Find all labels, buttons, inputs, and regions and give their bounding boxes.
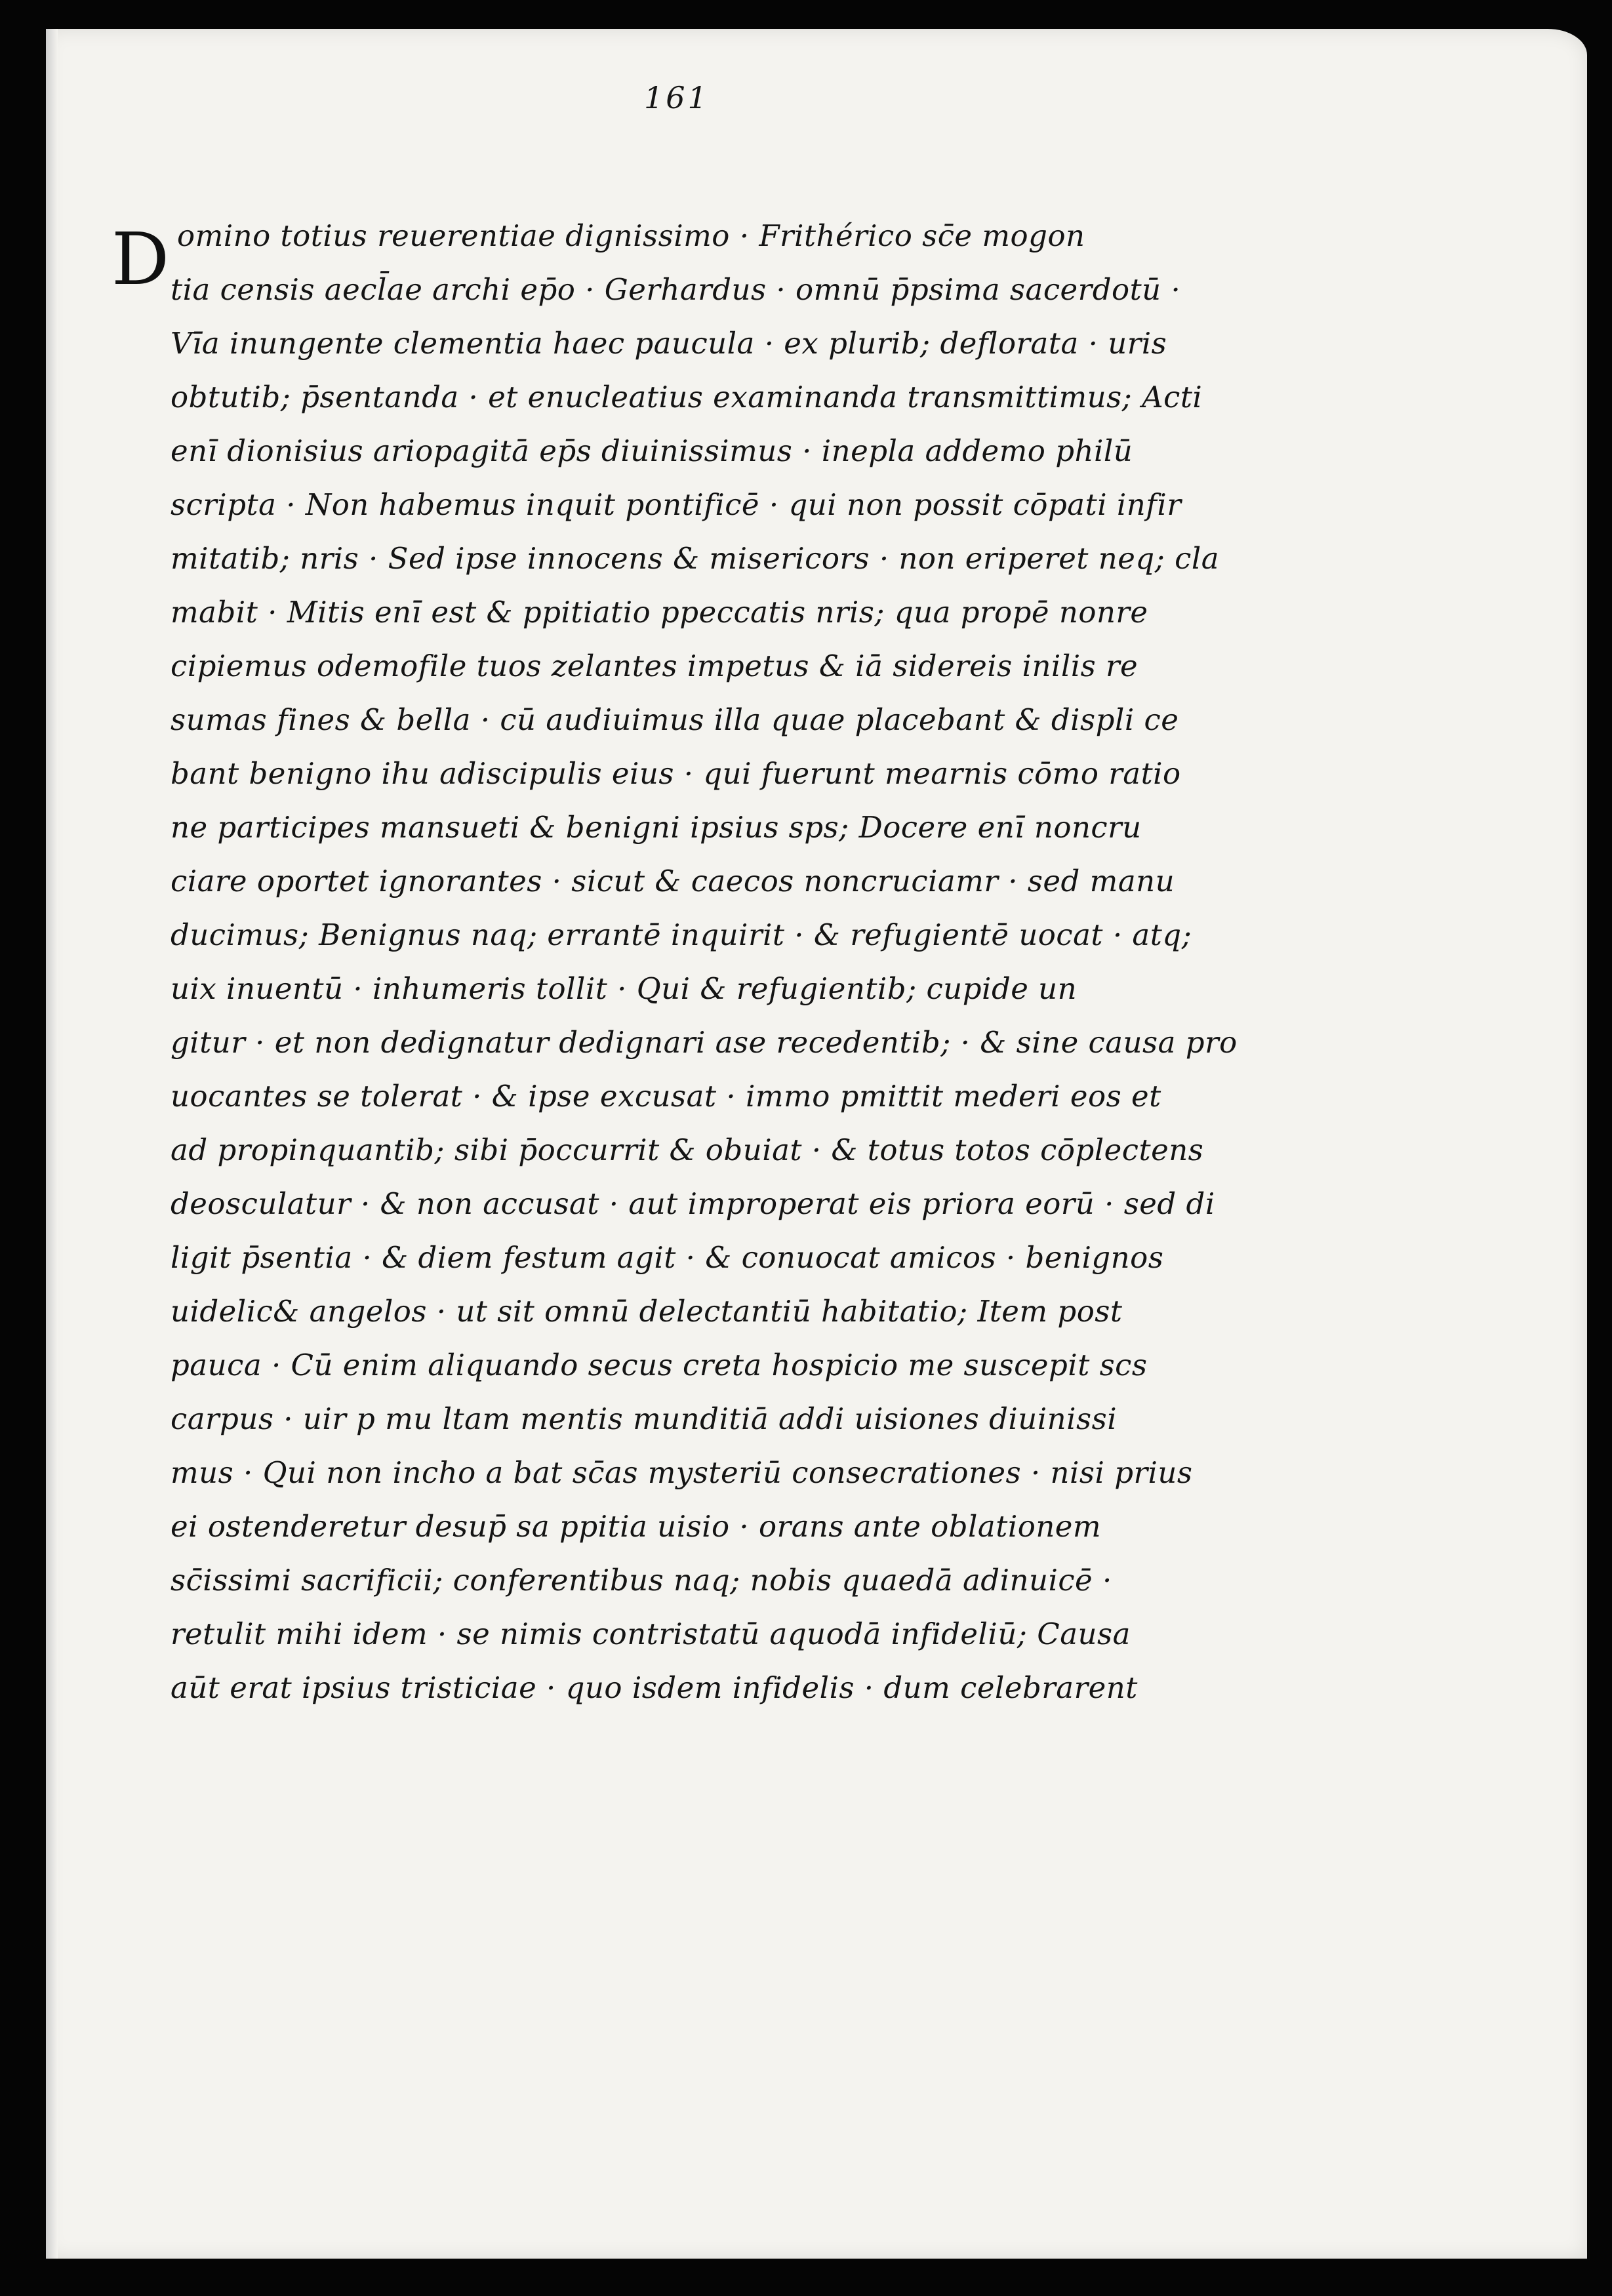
manuscript-line: ad propinquantib; sibi p̄occurrit & obuiat · & totus totos cōplectens xyxy=(171,1133,1204,1167)
decorated-initial: D xyxy=(111,217,170,301)
manuscript-line: cipiemus odemofile tuos zelantes impetus & iā sidereis inilis re xyxy=(171,649,1138,683)
manuscript-line: scripta · Non habemus inquit pontificē · qui non possit cōpati infir xyxy=(171,487,1182,522)
manuscript-line: mitatib; nris · Sed ipse innocens & misericors · non eriperet neq; cla xyxy=(171,541,1220,576)
manuscript-line: uix inuentū · inhumeris tollit · Qui & refugientib; cupide un xyxy=(171,971,1078,1006)
manuscript-line: pauca · Cū enim aliquando secus creta hospicio me suscepit scs xyxy=(171,1348,1148,1382)
manuscript-line: deosculatur · & non accusat · aut improperat eis priora eorū · sed di xyxy=(171,1186,1215,1221)
manuscript-line: aūt erat ipsius tristiciae · quo isdem infidelis · dum celebrarent xyxy=(171,1670,1138,1705)
page-binding-edge xyxy=(46,29,58,2259)
manuscript-line: ne participes mansueti & benigni ipsius sps; Docere enī noncru xyxy=(171,810,1142,845)
manuscript-line: sumas fines & bella · cū audiuimus illa quae placebant & displi ce xyxy=(171,702,1179,737)
manuscript-line: tia censis aecl̄ae archi ep̄o · Gerhardus · omnū p̄psima sacerdotū · xyxy=(171,272,1181,307)
folio-number: 161 xyxy=(644,80,710,115)
manuscript-line: mabit · Mitis enī est & ppitiatio ppeccatis nris; qua propē nonre xyxy=(171,595,1148,630)
manuscript-line: gitur · et non dedignatur dedignari ase recedentib; · & sine causa pro xyxy=(171,1025,1238,1060)
manuscript-line: enī dionisius ariopagitā ep̄s diuinissimus · inepla addemo philū xyxy=(171,433,1133,468)
manuscript-line: ligit p̄sentia · & diem festum agit · & conuocat amicos · benignos xyxy=(171,1240,1164,1275)
manuscript-line: uocantes se tolerat · & ipse excusat · immo pmittit mederi eos et xyxy=(171,1079,1161,1114)
manuscript-line: Vīa inungente clementia haec paucula · ex plurib; deflorata · uris xyxy=(171,326,1167,361)
manuscript-line: retulit mihi idem · se nimis contristatū aquodā infideliū; Causa xyxy=(171,1617,1131,1651)
manuscript-line: mus · Qui non incho a bat sc̄as mysteriū consecrationes · nisi prius xyxy=(171,1455,1193,1490)
manuscript-line: bant benigno ihu adiscipulis eius · qui fuerunt mearnis cōmo ratio xyxy=(171,756,1181,791)
manuscript-line: omino totius reuerentiae dignissimo · Frithérico sc̄e mogon xyxy=(177,218,1085,253)
manuscript-line: ducimus; Benignus naq; errantē inquirit · & refugientē uocat · atq; xyxy=(171,917,1192,952)
manuscript-line: obtutib; p̄sentanda · et enucleatius examinanda transmittimus; Acti xyxy=(171,380,1203,414)
manuscript-line: carpus · uir p mu ltam mentis munditiā addi uisiones diuinissi xyxy=(171,1401,1118,1436)
manuscript-line: ciare oportet ignorantes · sicut & caecos noncruciamr · sed manu xyxy=(171,864,1175,898)
manuscript-line: ei ostenderetur desup̄ sa ppitia uisio · orans ante oblationem xyxy=(171,1509,1102,1544)
manuscript-line: sc̄issimi sacrificii; conferentibus naq; nobis quaedā adinuicē · xyxy=(171,1563,1112,1598)
manuscript-line: uidelic& angelos · ut sit omnū delectantiū habitatio; Item post xyxy=(171,1294,1123,1329)
